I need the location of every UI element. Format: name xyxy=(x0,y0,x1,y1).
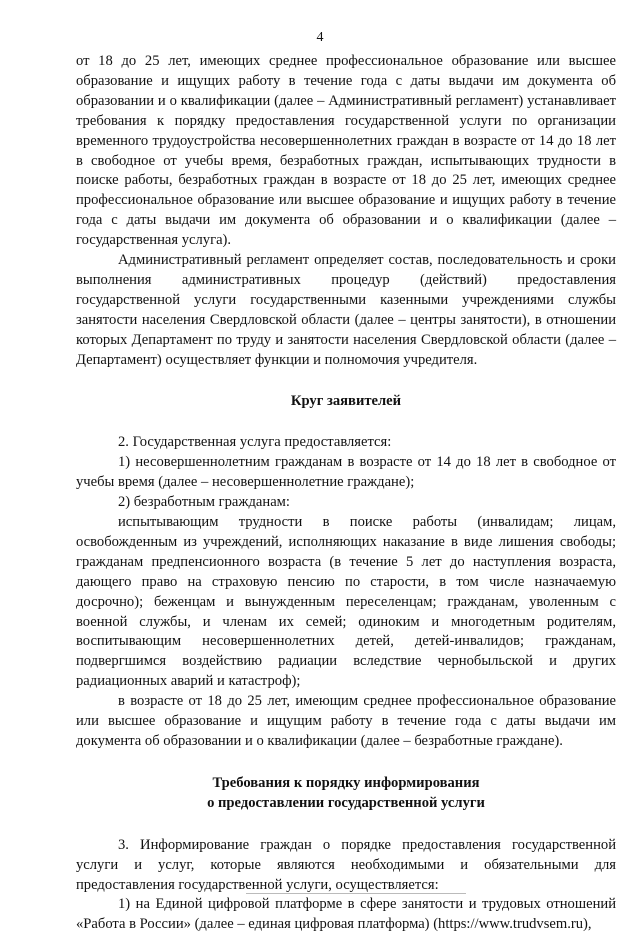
page-number: 4 xyxy=(316,30,324,45)
section-heading-informing-line-1: Требования к порядку информирования xyxy=(212,774,480,791)
paragraph-regulation-defines: Административный регламент определяет состав, последовательность и сроки выполнения административных процедур (действий) предоставления государственной услуги государственными казенными учреждениями службы занятости населения Свердловской области (далее – центры занятости), в отношении которых Департамент по труду и занятости населения Свердловской области (далее – Департамент) осуществляет функции и полномочия учредителя. xyxy=(76,252,616,368)
footer-divider xyxy=(246,893,466,894)
paragraph-clause-2: 2. Государственная услуга предоставляется: xyxy=(118,434,392,451)
paragraph-clause-2-item-1: 1) несовершеннолетним гражданам в возрасте от 14 до 18 лет в свободное от учебы время (далее – несовершеннолетние граждане); xyxy=(76,454,616,491)
document-body xyxy=(76,52,616,935)
paragraph-clause-2-item-2: 2) безработным гражданам: xyxy=(118,494,290,511)
section-heading-applicants: Круг заявителей xyxy=(290,392,402,409)
paragraph-clause-3-item-1: 1) на Единой цифровой платформе в сфере занятости и трудовых отношений «Работа в России» (далее – единая цифровая платформа) (https://www.trudvsem.ru), xyxy=(76,896,616,933)
paragraph-regulation-scope-continued: от 18 до 25 лет, имеющих среднее профессиональное образование или высшее образование и ищущих работу в течение года с даты выдачи им документа об образовании и о квалификации (далее – Административный регламент) устанавливает требования к порядку предоставления государственной услуги по организации временного трудоустройства несовершеннолетних граждан в возрасте от 14 до 18 лет в свободное от учебы время, безработных граждан, испытывающих трудности в поиске работы, безработных граждан в возрасте от 18 до 25 лет, имеющих среднее профессиональное образование или высшее образование и ищущих работу в течение года с даты выдачи им документа об образовании и о квалификации (далее – государственная услуга). xyxy=(76,53,616,249)
paragraph-age-18-25: в возрасте от 18 до 25 лет, имеющим среднее профессиональное образование или высшее образование и ищущим работу в течение года с даты выдачи им документа об образовании и о квалификации (далее – безработные граждане). xyxy=(76,693,616,749)
paragraph-clause-3: 3. Информирование граждан о порядке предоставления государственной услуги и услуг, которые являются необходимыми и обязательными для предоставления государственной услуги, осуществляется: xyxy=(76,836,616,893)
section-heading-informing-line-2: о предоставлении государственной услуги xyxy=(207,794,485,811)
section-heading-informing xyxy=(76,774,616,814)
paragraph-difficulty-finding-work: испытывающим трудности в поиске работы (инвалидам; лицам, освобожденным из учреждений, исполняющих наказание в виде лишения свободы; гражданам предпенсионного возраста (в течение 5 лет до наступления возраста, дающего право на страховую пенсию по старости, в том числе назначаемую досрочно); беженцам и вынужденным переселенцам; гражданам, уволенным с военной службы, и членам их семей; одиноким и многодетным родителям, воспитывающим несовершеннолетних детей, детей-инвалидов; гражданам, подвергшимся воздействию радиации вследствие чернобыльской и других радиационных аварий и катастроф); xyxy=(76,514,616,690)
